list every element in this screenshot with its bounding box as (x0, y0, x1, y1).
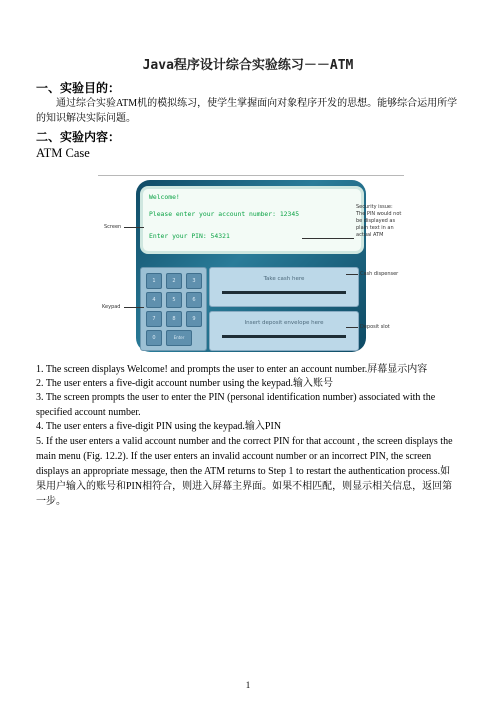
step-2: 2. The user enters a five-digit account number using the keypad.输入账号 (36, 378, 333, 389)
cash-dispenser (209, 267, 359, 307)
callout-line-security (302, 238, 354, 239)
deposit-slot (209, 311, 359, 351)
screen-line-pin: Enter your PIN: 54321 (149, 232, 230, 240)
callout-keypad: Keypad (102, 304, 121, 310)
key-6[interactable]: 6 (186, 292, 202, 308)
callout-deposit: Deposit slot (360, 324, 390, 330)
key-0[interactable]: 0 (146, 330, 162, 346)
callout-security: Security issue: The PIN would not be displayed as plain text in an actual ATM (356, 204, 402, 238)
step-1: 1. The screen displays Welcome! and prompts the user to enter an account number.屏幕显示内容 (36, 364, 428, 375)
cash-slot-text: Take cash here (263, 276, 305, 282)
step-5: 5. If the user enters a valid account number and the correct PIN for that account , the screen displays the main menu (Fig. 12.2). If the user enters an invalid account number or an incorrect PIN, the screen displays an appropriate message, then the ATM returns to Step 1 to restart the authentication process.如果用户输入的账号和PIN相符合，则进入屏幕主界面。如果不相匹配，则显示相关信息，返回第一步。 (36, 436, 453, 507)
atm-figure (98, 172, 404, 352)
figure-top-rule (98, 175, 404, 176)
step-4: 4. The user enters a five-digit PIN using the keypad.输入PIN (36, 421, 282, 432)
objective-paragraph: 通过综合实验ATM机的模拟练习，使学生掌握面向对象程序开发的思想。能够综合运用所学的知识解决实际问题。 (36, 98, 458, 124)
screen-line-welcome: Welcome! (149, 193, 180, 201)
atm-case-label: ATM Case (36, 146, 90, 160)
callout-line-deposit (346, 327, 358, 328)
key-5[interactable]: 5 (166, 292, 182, 308)
section-heading-content: 二、实验内容： (36, 130, 121, 144)
deposit-slot-opening (222, 335, 346, 338)
page-number: 1 (245, 680, 251, 690)
deposit-slot-text: Insert deposit envelope here (244, 320, 324, 326)
page-title: Java程序设计综合实验练习－－ATM (142, 58, 354, 73)
key-2[interactable]: 2 (166, 273, 182, 289)
screen-line-account: Please enter your account number: 12345 (149, 210, 300, 218)
callout-line-screen (124, 227, 144, 228)
key-1[interactable]: 1 (146, 273, 162, 289)
step-3: 3. The screen prompts the user to enter the PIN (personal identification number) associated with the specified account number. (36, 392, 436, 418)
cash-slot (222, 291, 346, 294)
key-4[interactable]: 4 (146, 292, 162, 308)
atm-screen (140, 186, 364, 254)
section-heading-objective: 一、实验目的： (36, 81, 121, 95)
callout-line-cash (346, 274, 358, 275)
atm-keypad (140, 267, 207, 351)
key-enter[interactable]: Enter (166, 330, 192, 346)
callout-line-keypad (124, 307, 144, 308)
key-8[interactable]: 8 (166, 311, 182, 327)
key-3[interactable]: 3 (186, 273, 202, 289)
callout-cash: Cash dispenser (360, 271, 399, 277)
key-7[interactable]: 7 (146, 311, 162, 327)
key-9[interactable]: 9 (186, 311, 202, 327)
callout-screen: Screen (104, 224, 122, 230)
